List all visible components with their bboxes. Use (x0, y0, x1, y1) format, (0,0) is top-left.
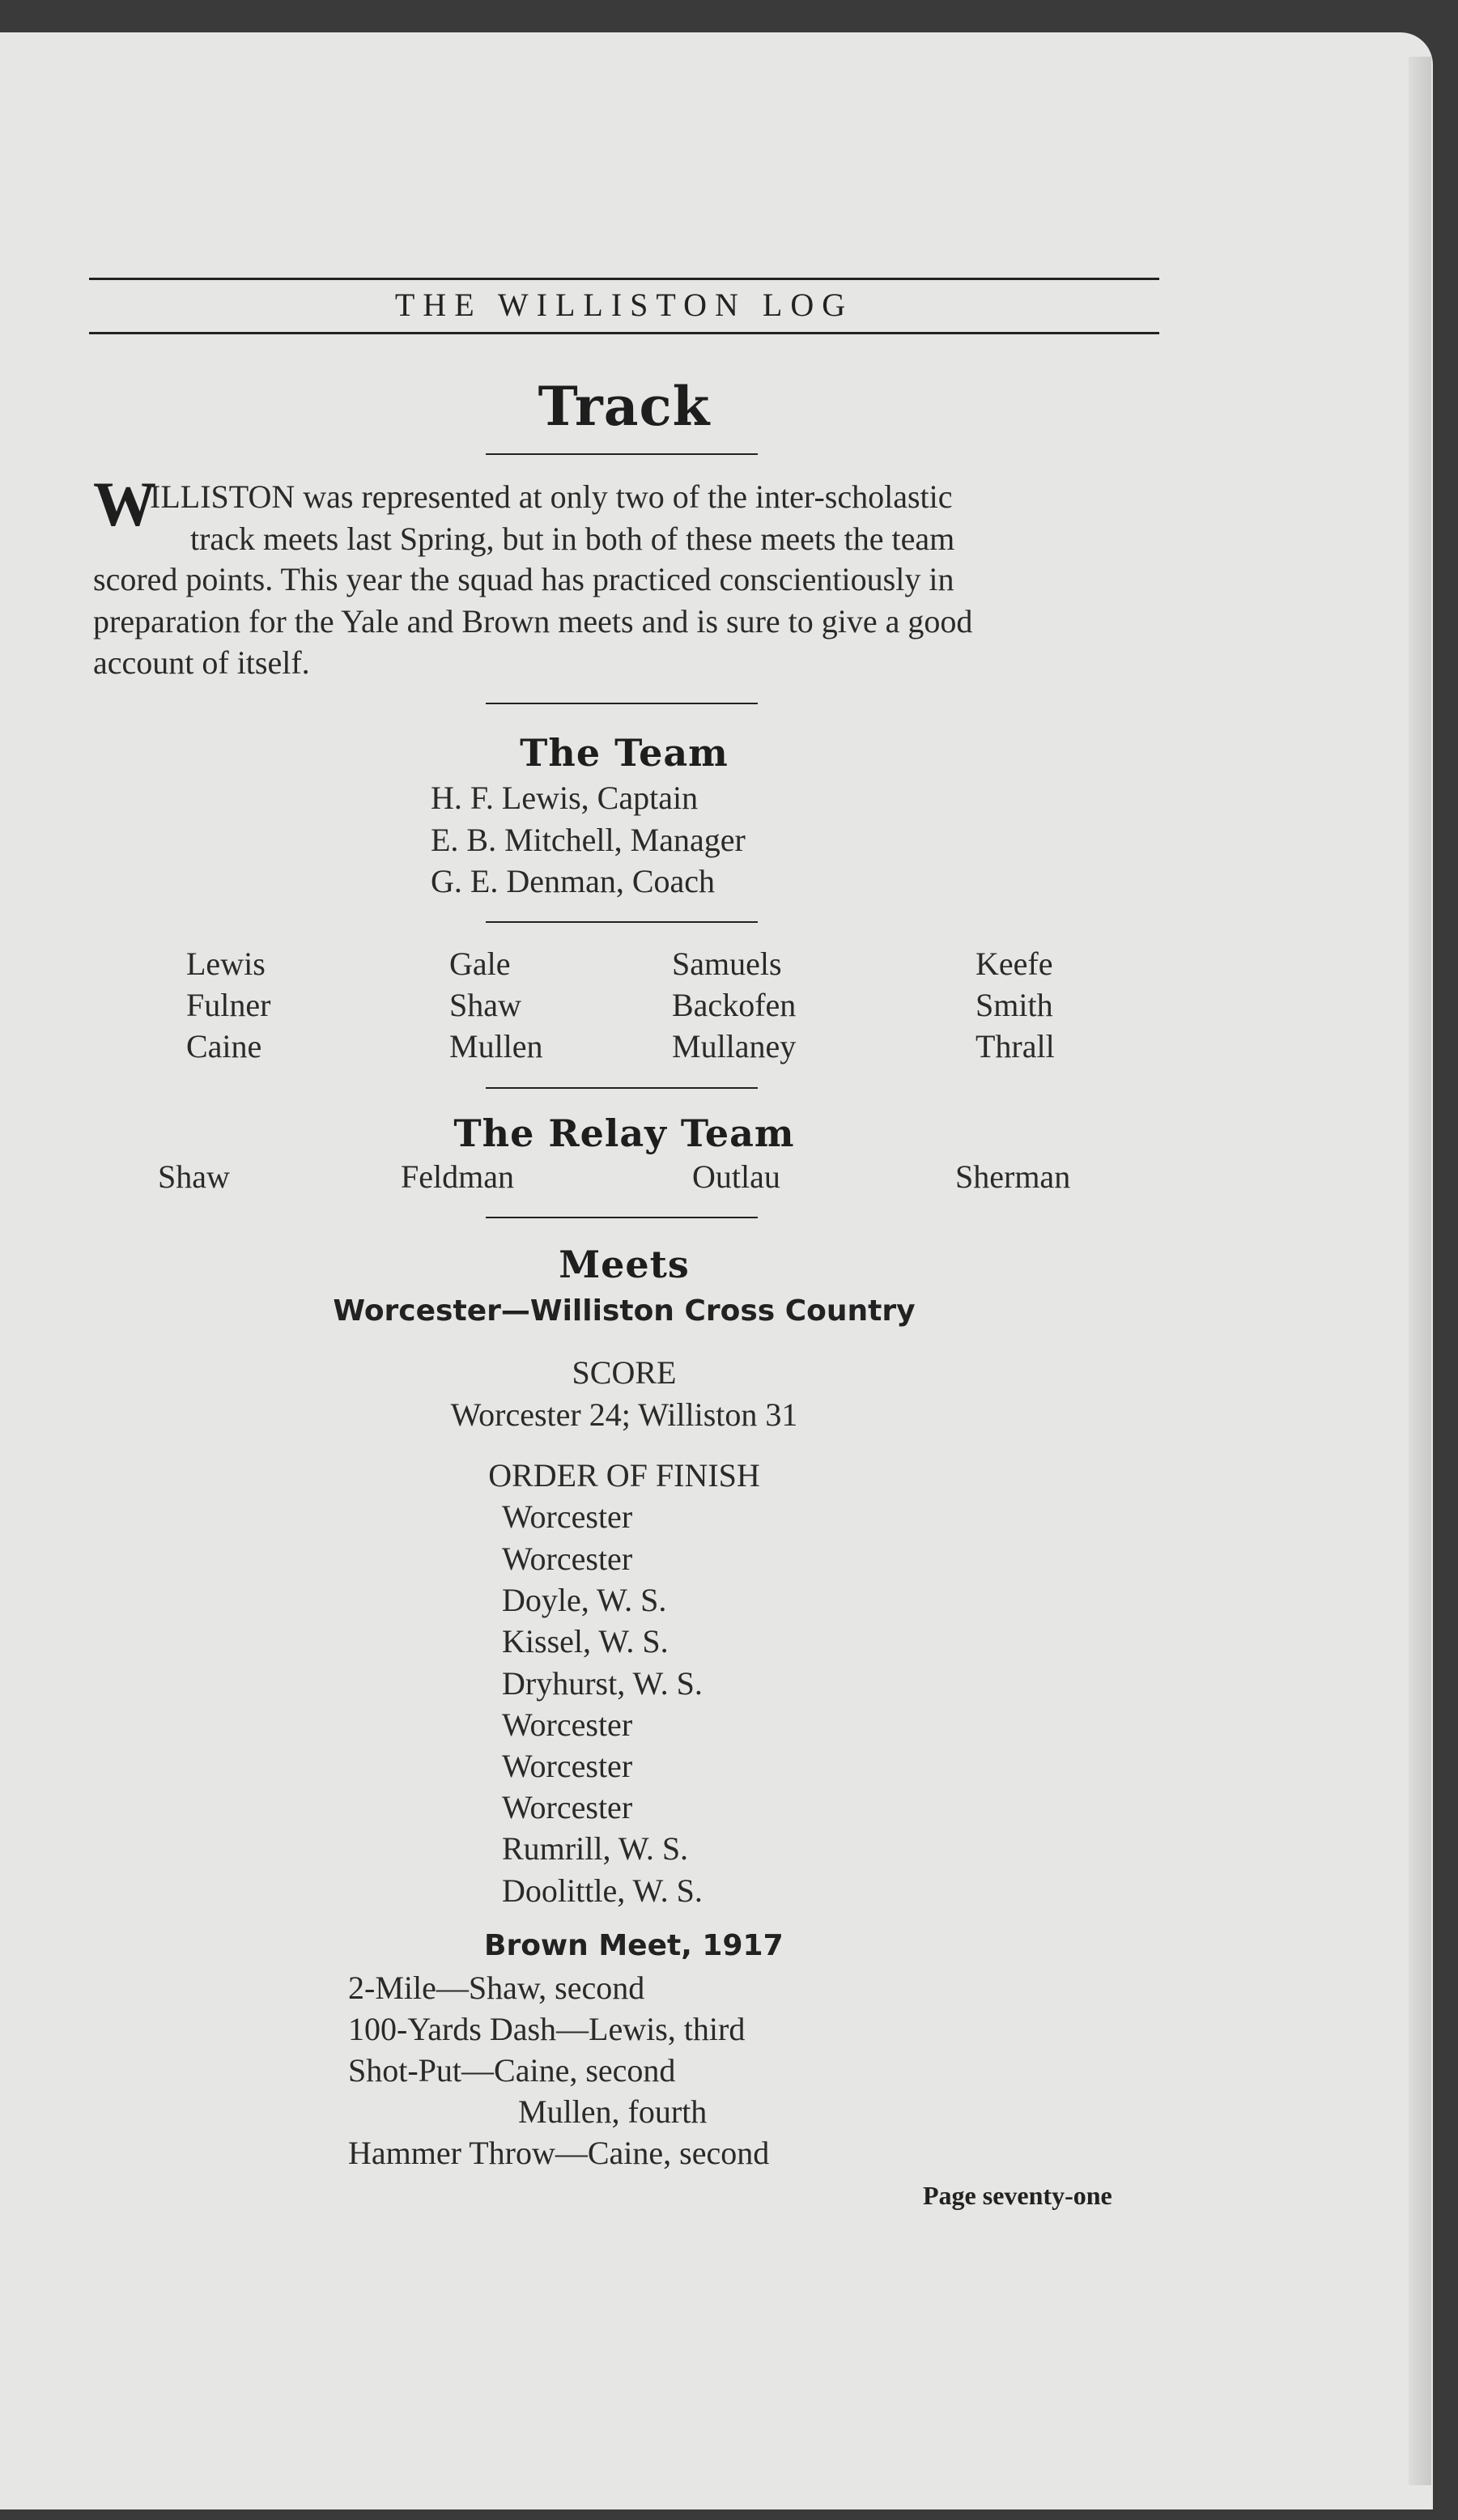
team-officer-coach: G. E. Denman, Coach (431, 863, 716, 899)
relay-member: Sherman (955, 1158, 1071, 1195)
meets-title: Meets (559, 1243, 690, 1286)
finish-entry: Dryhurst, W. S. (502, 1665, 703, 1702)
finish-entry: Worcester (502, 1706, 633, 1743)
section-title: Track (538, 375, 711, 438)
finish-entry: Worcester (502, 1540, 633, 1577)
intro-line-4: preparation for the Yale and Brown meets and is sure to give a good (93, 603, 973, 640)
order-of-finish-label: ORDER OF FINISH (488, 1457, 760, 1494)
score-label: SCORE (572, 1354, 677, 1391)
finish-entry: Worcester (502, 1789, 633, 1825)
team-member: Backofen (672, 987, 797, 1023)
running-header: THE WILLISTON LOG (394, 287, 854, 323)
team-member: Smith (976, 987, 1053, 1023)
team-officer-captain: H. F. Lewis, Captain (431, 780, 699, 816)
divider-rule-1 (486, 703, 758, 704)
team-title: The Team (520, 731, 729, 775)
drop-cap: W (93, 469, 156, 539)
team-member: Thrall (976, 1028, 1055, 1065)
finish-entry: Rumrill, W. S. (502, 1830, 689, 1867)
divider-rule-4 (486, 1217, 758, 1218)
team-officer-manager: E. B. Mitchell, Manager (431, 822, 746, 858)
intro-line-3: scored points. This year the squad has practiced conscientiously in (93, 561, 954, 597)
relay-member: Outlau (692, 1158, 780, 1195)
brown-result: 100-Yards Dash—Lewis, third (348, 2011, 746, 2047)
relay-title: The Relay Team (453, 1111, 795, 1155)
team-member: Gale (449, 946, 511, 982)
relay-member: Shaw (158, 1158, 230, 1195)
brown-result: Hammer Throw—Caine, second (348, 2135, 770, 2171)
team-member: Fulner (186, 987, 271, 1023)
intro-line-5: account of itself. (93, 644, 310, 681)
team-member: Samuels (672, 946, 782, 982)
finish-entry: Doyle, W. S. (502, 1582, 667, 1618)
team-member: Caine (186, 1028, 262, 1065)
relay-member: Feldman (401, 1158, 514, 1195)
finish-entry: Worcester (502, 1498, 633, 1535)
brown-result: 2-Mile—Shaw, second (348, 1970, 645, 2006)
intro-line-2: track meets last Spring, but in both of these meets the team (190, 521, 955, 557)
team-member: Shaw (449, 987, 521, 1023)
team-member: Mullen (449, 1028, 543, 1065)
divider-rule-3 (486, 1087, 758, 1089)
finish-entry: Doolittle, W. S. (502, 1872, 703, 1909)
page-edge (1409, 57, 1431, 2485)
team-member: Mullaney (672, 1028, 797, 1065)
page-number: Page seventy-one (923, 2181, 1112, 2210)
title-rule (486, 453, 758, 455)
finish-entry: Worcester (502, 1748, 633, 1784)
header-rule-top (89, 278, 1159, 280)
finish-entry: Kissel, W. S. (502, 1623, 669, 1659)
score-value: Worcester 24; Williston 31 (450, 1396, 798, 1433)
cross-country-heading: Worcester—Williston Cross Country (333, 1294, 916, 1328)
divider-rule-2 (486, 921, 758, 923)
brown-meet-heading: Brown Meet, 1917 (484, 1929, 784, 1962)
header-rule-bottom (89, 332, 1159, 334)
brown-result: Mullen, fourth (518, 2093, 708, 2130)
team-member: Keefe (976, 946, 1053, 982)
brown-result: Shot-Put—Caine, second (348, 2052, 676, 2089)
team-member: Lewis (186, 946, 266, 982)
intro-line-1: ILLISTON was represented at only two of the inter-scholastic (150, 478, 953, 515)
